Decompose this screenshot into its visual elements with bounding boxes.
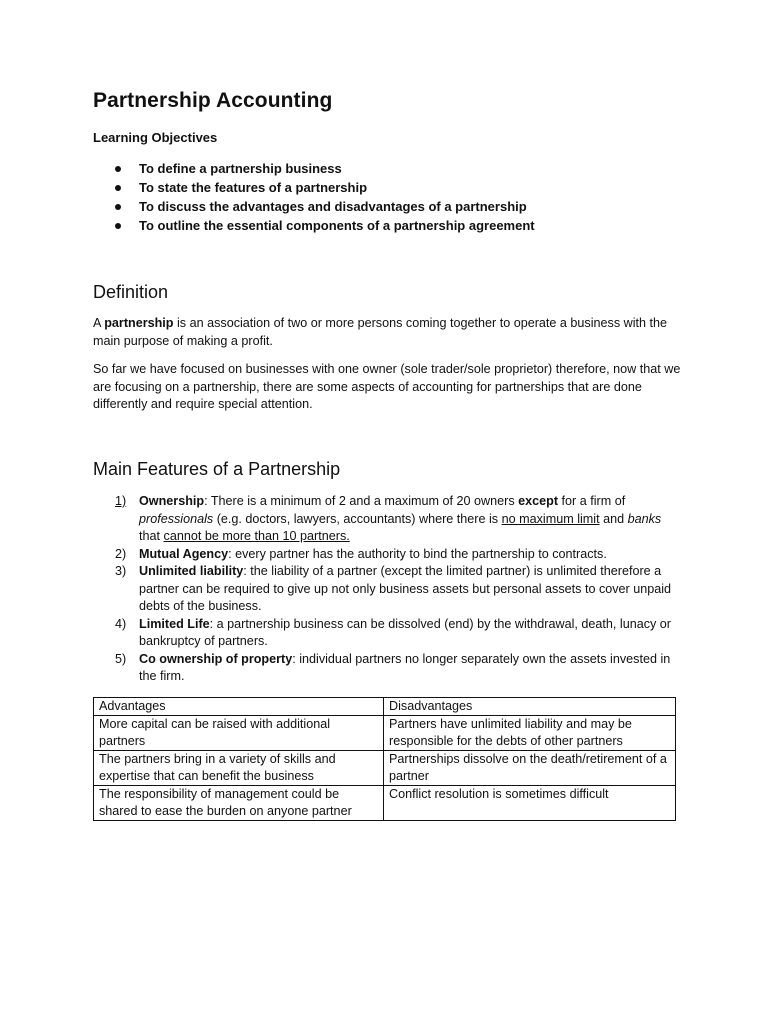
item-number: 4) — [115, 616, 127, 631]
bold-term: partnership — [104, 316, 174, 330]
table-cell: Conflict resolution is sometimes difficult — [384, 786, 676, 821]
features-list — [115, 493, 685, 686]
list-item — [115, 651, 685, 686]
bullet-icon — [115, 223, 121, 229]
header-advantages: Advantages — [94, 698, 384, 716]
item-number: 5) — [115, 651, 127, 666]
feature-text: : the liability of a partner (except the limited partner) is unlimited therefore a partner can be required to give up not only business assets but personal assets to cover unpaid debts of the business. — [139, 564, 672, 613]
context-paragraph: So far we have focused on businesses with one owner (sole trader/sole proprietor) therefore, now that we are focusing on a partnership, there are some aspects of accounting for partnerships that are done differently and require special attention. — [93, 362, 681, 411]
table-row — [94, 786, 676, 821]
text-run: banks — [627, 511, 662, 526]
text-run: professionals — [139, 511, 214, 526]
list-item — [115, 616, 685, 651]
item-number: 1) — [115, 494, 127, 508]
learning-objectives-list — [112, 159, 535, 235]
definition-paragraph — [93, 315, 683, 350]
text-run: for a firm of — [558, 494, 626, 508]
objective-text: To define a partnership business — [139, 161, 342, 176]
list-item — [112, 216, 535, 235]
list-item — [112, 197, 535, 216]
list-item — [112, 159, 535, 178]
feature-text: : every partner has the authority to bind the partnership to contracts. — [228, 546, 607, 561]
bullet-icon — [115, 204, 121, 210]
features-heading: Main Features of a Partnership — [93, 459, 341, 479]
table-row — [94, 716, 676, 751]
definition-heading: Definition — [93, 282, 169, 302]
objective-text: To discuss the advantages and disadvantages of a partnership — [139, 199, 527, 214]
text-run: and — [599, 511, 628, 526]
text-run: except — [518, 494, 559, 508]
list-item — [115, 563, 685, 616]
feature-term: Mutual Agency — [139, 546, 229, 561]
table-cell: Partnerships dissolve on the death/retirement of a partner — [384, 751, 676, 786]
text-run: cannot be more than 10 partners. — [163, 529, 350, 543]
list-item — [115, 546, 685, 564]
learning-objectives-heading: Learning Objectives — [93, 130, 218, 145]
advantages-disadvantages-table — [93, 697, 676, 821]
feature-term: Co ownership of property — [139, 651, 293, 666]
item-number: 3) — [115, 564, 127, 578]
table-cell: Partners have unlimited liability and may be responsible for the debts of other partners — [384, 716, 676, 751]
item-number: 2) — [115, 546, 127, 561]
feature-text: : a partnership business can be dissolved (end) by the withdrawal, death, lunacy or bankruptcy of partners. — [139, 616, 672, 648]
table-cell: More capital can be raised with additional partners — [94, 716, 384, 751]
table-cell: The partners bring in a variety of skills and expertise that can benefit the business — [94, 751, 384, 786]
objective-text: To state the features of a partnership — [139, 180, 368, 195]
table-row — [94, 751, 676, 786]
table-cell: The responsibility of management could be shared to ease the burden on anyone partner — [94, 786, 384, 821]
feature-term: Limited Life — [139, 616, 210, 631]
text-run: : There is a minimum of 2 and a maximum of 20 owners — [204, 494, 519, 508]
header-disadvantages: Disadvantages — [384, 698, 676, 716]
page-title: Partnership Accounting — [93, 89, 333, 112]
feature-term: Ownership — [139, 494, 205, 508]
feature-text: : individual partners no longer separately own the assets invested in the firm. — [139, 651, 671, 683]
bullet-icon — [115, 166, 121, 172]
table-header-row — [94, 698, 676, 716]
text-run: that — [139, 529, 164, 543]
list-item — [112, 178, 535, 197]
text-run: (e.g. doctors, lawyers, accountants) where there is — [213, 511, 502, 526]
feature-term: Unlimited liability — [139, 564, 244, 578]
bullet-icon — [115, 185, 121, 191]
text-run: is an association of two or more persons coming together to operate a business with the main purpose of making a profit. — [93, 316, 668, 348]
text-run: no maximum limit — [501, 511, 600, 526]
objective-text: To outline the essential components of a partnership agreement — [139, 218, 535, 233]
list-item — [115, 493, 685, 546]
text-run: A — [93, 316, 105, 330]
